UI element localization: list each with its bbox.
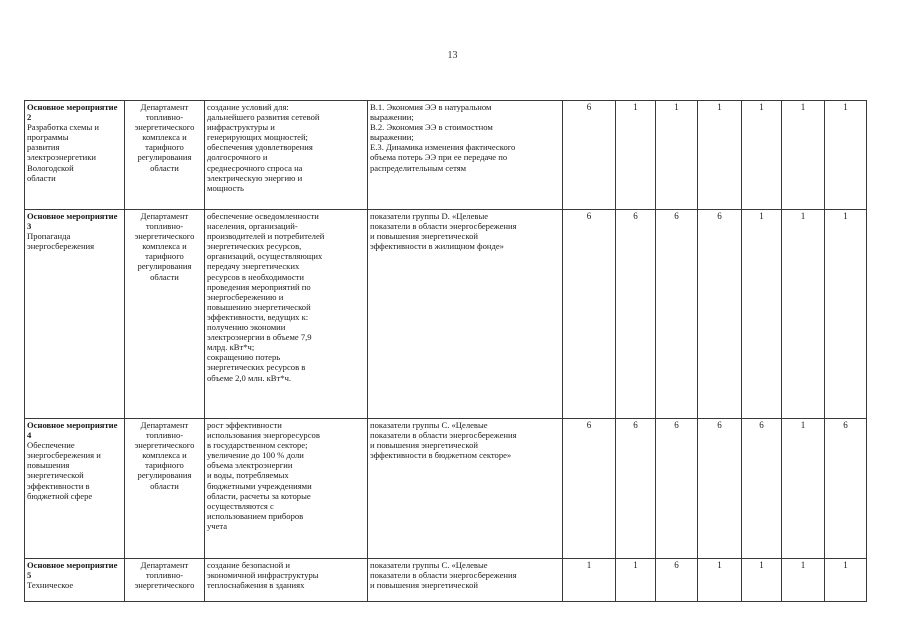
value-cell: 6: [563, 210, 616, 419]
result-line: энергосбережению и: [207, 291, 284, 302]
executor-line: тарифного: [145, 460, 184, 471]
result-cell: [205, 419, 368, 559]
executor-line: энергетического: [134, 440, 195, 451]
result-line: объема электроэнергии: [207, 460, 293, 471]
event-description-line: программы: [27, 132, 69, 143]
result-line: долгосрочного и: [207, 152, 268, 163]
executor-line: Департамент: [140, 102, 189, 112]
executor-line: комплекса и: [142, 450, 187, 461]
result-cell: [205, 101, 368, 210]
value-cell: 6: [656, 419, 698, 559]
indicator-line: показатели группы С. «Целевые: [370, 420, 488, 430]
executor-line: регулирования: [137, 261, 192, 272]
event-cell: [25, 419, 125, 559]
event-description-line: энергосбережения и: [27, 450, 101, 461]
result-line: осуществляются с: [207, 500, 274, 511]
event-title: Основное мероприятие 5: [27, 560, 118, 581]
result-line: в государственном секторе;: [207, 440, 308, 451]
indicator-line: В.2. Экономия ЭЭ в стоимостном: [370, 122, 493, 133]
executor-line: тарифного: [145, 142, 184, 153]
value-cell: 1: [825, 101, 867, 210]
indicator-line: эффективности в жилищном фонде»: [370, 241, 504, 252]
executor-line: топливно-: [145, 430, 184, 441]
indicator-line: В.1. Экономия ЭЭ в натуральном: [370, 102, 492, 112]
value-cell: 6: [616, 210, 656, 419]
value-cell: 1: [825, 210, 867, 419]
result-line: ресурсов в необходимости: [207, 271, 305, 282]
result-line: населения, организаций-: [207, 221, 298, 232]
value-cell: 1: [782, 559, 825, 602]
value-cell: 1: [742, 101, 782, 210]
indicator-line: эффективности в бюджетном секторе»: [370, 450, 512, 461]
executor-cell: [125, 210, 205, 419]
value-cell: 6: [656, 210, 698, 419]
value-cell: 1: [656, 101, 698, 210]
result-line: генерирующих мощностей;: [207, 132, 308, 143]
table-row: [25, 559, 867, 602]
event-description-line: энергосбережения: [27, 241, 95, 252]
value-cell: 6: [563, 419, 616, 559]
executor-line: области: [150, 162, 179, 173]
value-cell: 6: [656, 559, 698, 602]
table-row: [25, 419, 867, 559]
result-line: и воды, потребляемых: [207, 470, 289, 481]
event-description-line: электроэнергетики: [27, 152, 97, 163]
result-line: получению экономии: [207, 322, 286, 333]
result-cell: [205, 559, 368, 602]
page-number: 13: [447, 50, 458, 61]
value-cell: 1: [742, 210, 782, 419]
result-line: среднесрочного спроса на: [207, 162, 303, 173]
executor-line: комплекса и: [142, 241, 187, 252]
executor-line: энергетического: [134, 580, 195, 591]
event-description-line: области: [27, 172, 56, 183]
indicator-line: распределительным сетям: [370, 162, 467, 173]
result-line: объеме 2,0 млн. кВт*ч.: [207, 372, 292, 383]
result-line: энергетических ресурсов,: [207, 241, 302, 252]
result-line: сокращению потерь: [207, 352, 281, 363]
value-cell: 6: [742, 419, 782, 559]
event-title: Основное мероприятие 3: [27, 211, 118, 232]
event-title: Основное мероприятие 4: [27, 420, 118, 441]
result-line: создание условий для:: [207, 102, 289, 112]
event-description-line: повышения: [27, 460, 70, 471]
result-line: млрд. кВт*ч;: [207, 342, 255, 353]
event-description-line: развития: [27, 142, 60, 153]
value-cell: 1: [782, 419, 825, 559]
indicator-line: показатели группы С. «Целевые: [370, 560, 488, 570]
event-description-line: энергетической: [27, 470, 84, 481]
result-line: использованием приборов: [207, 510, 304, 521]
value-cell: 1: [616, 559, 656, 602]
indicator-line: показатели в области энергосбережения: [370, 221, 517, 232]
executor-line: области: [150, 480, 179, 491]
indicator-line: показатели в области энергосбережения: [370, 570, 517, 581]
indicator-line: выражении;: [370, 132, 414, 143]
executor-line: области: [150, 271, 179, 282]
value-cell: 6: [825, 419, 867, 559]
result-line: электроэнергии в объеме 7,9: [207, 332, 312, 343]
executor-line: тарифного: [145, 251, 184, 262]
executor-line: комплекса и: [142, 132, 187, 143]
event-title: Основное мероприятие 2: [27, 102, 118, 123]
result-line: электрическую энергию и: [207, 172, 303, 183]
result-line: дальнейшего развития сетевой: [207, 112, 320, 123]
result-line: производителей и потребителей: [207, 231, 325, 242]
indicator-cell: [368, 210, 563, 419]
executor-line: регулирования: [137, 470, 192, 481]
event-cell: [25, 210, 125, 419]
value-cell: 1: [782, 101, 825, 210]
event-description-line: Пропаганда: [27, 231, 71, 242]
result-line: увеличение до 100 % доли: [207, 450, 304, 461]
indicator-cell: [368, 101, 563, 210]
indicator-cell: [368, 559, 563, 602]
value-cell: 1: [742, 559, 782, 602]
executor-line: топливно-: [145, 221, 184, 232]
executor-cell: [125, 419, 205, 559]
value-cell: 1: [782, 210, 825, 419]
result-line: экономичной инфраструктуры: [207, 570, 319, 581]
table-row: [25, 210, 867, 419]
value-cell: 1: [698, 101, 742, 210]
measures-table: [24, 100, 867, 602]
indicator-line: и повышения энергетической: [370, 580, 478, 591]
result-line: теплоснабжения в зданиях: [207, 580, 305, 591]
result-line: области, расчеты за которые: [207, 490, 311, 501]
indicator-line: и повышения энергетической: [370, 231, 478, 242]
result-line: передачу энергетических: [207, 261, 300, 272]
result-line: использования энергоресурсов: [207, 430, 320, 441]
result-line: рост эффективности: [207, 420, 282, 430]
result-line: энергетических ресурсов в: [207, 362, 306, 373]
executor-line: Департамент: [140, 560, 189, 570]
value-cell: 1: [698, 559, 742, 602]
indicator-line: и повышения энергетической: [370, 440, 478, 451]
result-line: инфраструктуры и: [207, 122, 275, 133]
result-line: повышению энергетической: [207, 301, 311, 312]
event-description-line: бюджетной сфере: [27, 490, 93, 501]
executor-line: Департамент: [140, 420, 189, 430]
value-cell: 1: [616, 101, 656, 210]
executor-line: топливно-: [145, 570, 184, 581]
executor-line: энергетического: [134, 231, 195, 242]
indicator-line: объема потерь ЭЭ при ее передаче по: [370, 152, 508, 163]
event-description-line: Обеспечение: [27, 440, 75, 451]
event-cell: [25, 559, 125, 602]
indicator-cell: [368, 419, 563, 559]
result-cell: [205, 210, 368, 419]
table-row: [25, 101, 867, 210]
result-line: обеспечения удовлетворения: [207, 142, 313, 153]
event-cell: [25, 101, 125, 210]
event-description-line: Вологодской: [27, 162, 74, 173]
result-line: обеспечение осведомленности: [207, 211, 319, 221]
value-cell: 6: [698, 419, 742, 559]
executor-line: топливно-: [145, 112, 184, 123]
executor-line: Департамент: [140, 211, 189, 221]
event-description-line: Разработка схемы и: [27, 122, 99, 133]
executor-cell: [125, 101, 205, 210]
result-line: проведения мероприятий по: [207, 281, 311, 292]
value-cell: 6: [698, 210, 742, 419]
executor-line: энергетического: [134, 122, 195, 133]
value-cell: 6: [563, 101, 616, 210]
result-line: мощность: [207, 182, 244, 193]
result-line: создание безопасной и: [207, 560, 290, 570]
indicator-line: Е.3. Динамика изменения фактического: [370, 142, 516, 153]
value-cell: 1: [563, 559, 616, 602]
result-line: учета: [207, 520, 228, 531]
value-cell: 1: [825, 559, 867, 602]
indicator-line: показатели группы D. «Целевые: [370, 211, 489, 221]
result-line: бюджетными учреждениями: [207, 480, 312, 491]
result-line: эффективности, ведущих к:: [207, 311, 309, 322]
indicator-line: выражении;: [370, 112, 414, 123]
executor-cell: [125, 559, 205, 602]
executor-line: регулирования: [137, 152, 192, 163]
result-line: организаций, осуществляющих: [207, 251, 323, 262]
event-description-line: эффективности в: [27, 480, 90, 491]
value-cell: 6: [616, 419, 656, 559]
indicator-line: показатели в области энергосбережения: [370, 430, 517, 441]
event-description-line: Техническое: [27, 580, 74, 591]
